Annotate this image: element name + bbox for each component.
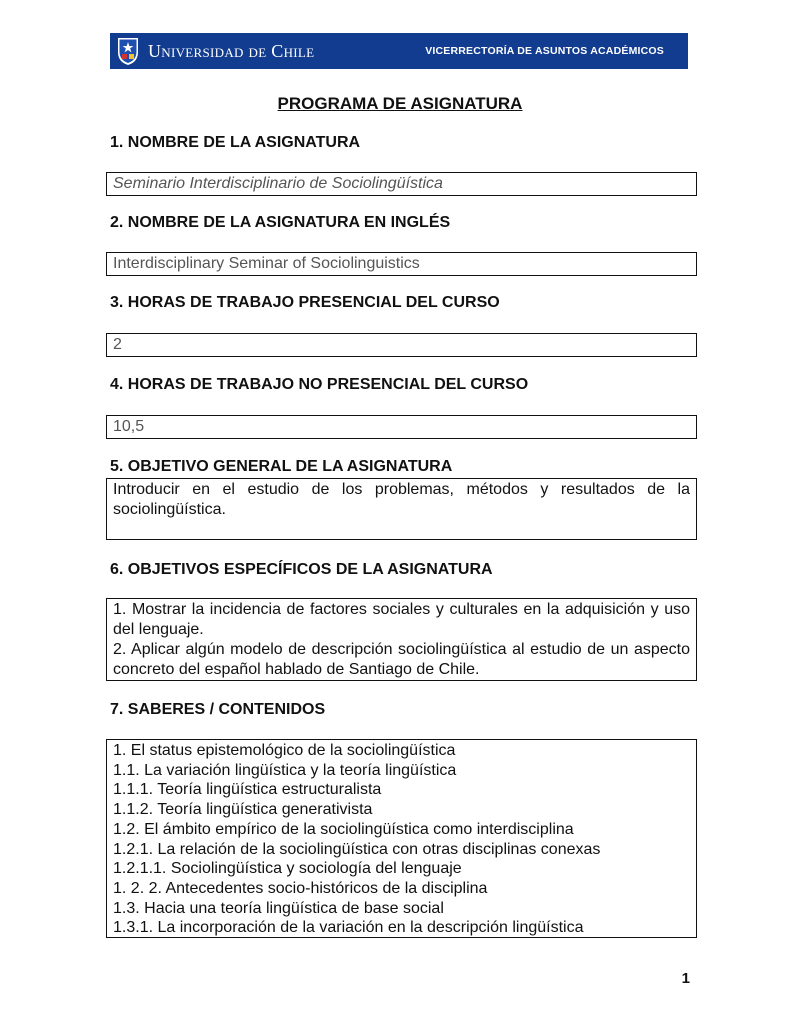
non-presential-hours-value: 10,5	[113, 418, 145, 435]
section-3-box	[106, 333, 697, 357]
content-item: 1.1.2. Teoría lingüística generativista	[113, 801, 373, 819]
section-3-heading: 3. HORAS DE TRABAJO PRESENCIAL DEL CURSO	[110, 294, 500, 311]
section-4-heading: 4. HORAS DE TRABAJO NO PRESENCIAL DEL CURSO	[110, 376, 529, 393]
university-crest-icon	[116, 36, 140, 66]
content-item: 1.2. El ámbito empírico de la sociolingüística como interdisciplina	[113, 820, 574, 838]
page-title: PROGRAMA DE ASIGNATURA	[277, 94, 523, 113]
presential-hours-value: 2	[113, 336, 122, 353]
content-item: 1.3. Hacia una teoría lingüística de base social	[113, 899, 444, 917]
section-1-heading: 1. NOMBRE DE LA ASIGNATURA	[110, 134, 361, 151]
section-5-heading: 5. OBJETIVO GENERAL DE LA ASIGNATURA	[110, 458, 453, 475]
specific-objective-2: 2. Aplicar algún modelo de descripción sociolingüística al estudio de un aspecto concreto del español hablado de Santiago de Chile.	[113, 641, 690, 678]
section-1-box	[106, 172, 697, 196]
section-6-heading: 6. OBJETIVOS ESPECÍFICOS DE LA ASIGNATURA	[110, 561, 493, 578]
course-name-english-value: Interdisciplinary Seminar of Sociolinguistics	[113, 255, 420, 272]
section-6-box	[106, 598, 697, 681]
header-banner	[110, 33, 688, 69]
content-item: 1.1. La variación lingüística y la teoría lingüística	[113, 761, 457, 779]
course-name-value: Seminario Interdisciplinario de Sociolingüística	[113, 175, 443, 192]
general-objective-text: Introducir en el estudio de los problemas, métodos y resultados de la sociolingüística.	[113, 481, 690, 518]
page-number: 1	[681, 970, 690, 987]
section-7-heading: 7. SABERES / CONTENIDOS	[110, 701, 326, 718]
content-item: 1. 2. 2. Antecedentes socio-históricos de la disciplina	[113, 879, 488, 897]
content-item: 1.3.1. La incorporación de la variación en la descripción lingüística	[113, 919, 584, 937]
specific-objective-1: 1. Mostrar la incidencia de factores sociales y culturales en la adquisición y uso del lenguaje.	[113, 601, 690, 638]
university-brand	[116, 36, 314, 66]
section-5-box	[106, 478, 697, 540]
section-7-box	[106, 739, 697, 938]
content-item: 1.2.1. La relación de la sociolingüística con otras disciplinas conexas	[113, 840, 601, 858]
university-name: Universidad de Chile	[148, 40, 315, 61]
section-2-box	[106, 252, 697, 276]
content-item: 1.1.1. Teoría lingüística estructuralista	[113, 781, 382, 799]
vicerrectoria-label: VICERRECTORÍA DE ASUNTOS ACADÉMICOS	[425, 45, 664, 57]
content-item: 1. El status epistemológico de la sociolingüística	[113, 742, 456, 759]
section-2-heading: 2. NOMBRE DE LA ASIGNATURA EN INGLÉS	[110, 214, 451, 231]
section-4-box	[106, 415, 697, 439]
content-item: 1.2.1.1. Sociolingüística y sociología del lenguaje	[113, 860, 462, 878]
